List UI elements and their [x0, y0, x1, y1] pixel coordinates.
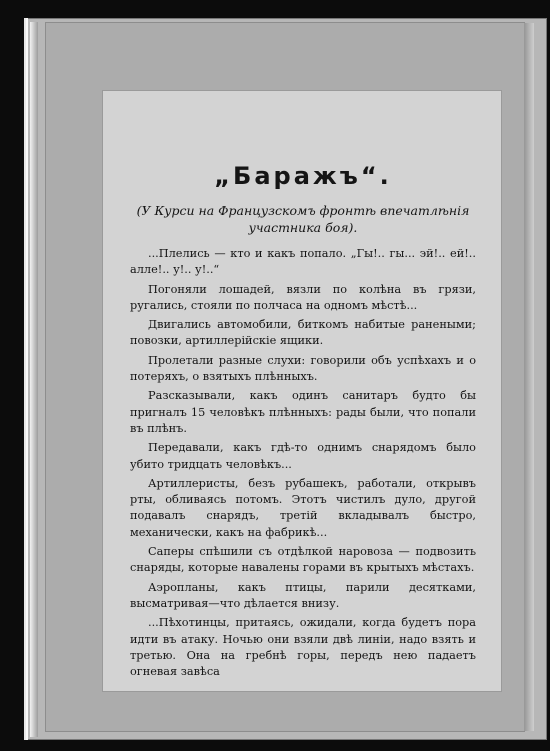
- paragraph-4: Пролетали разные слухи: говорили объ успѣхахъ и о потеряхъ, о взятыхъ плѣнныхъ.: [130, 353, 476, 384]
- board-edge-highlight: [26, 18, 28, 740]
- paragraph-7: Артиллеристы, безъ рубашекъ, работали, открывъ рты, обливаясь потомъ. Этотъ чистилъ дуло, другой подавалъ снарядъ, третій вкладывалъ быстро, механически, какъ на фабрикѣ...: [130, 476, 476, 539]
- paragraph-6: Передавали, какъ гдѣ-то однимъ снарядомъ было убито тридцать человѣкъ...: [130, 441, 476, 471]
- paragraph-5: Разсказывали, какъ одинъ санитаръ будто бы пригналъ 15 человѣкъ плѣнныхъ: рады были, что попали въ плѣнъ.: [130, 389, 476, 435]
- paragraph-8: Саперы спѣшили съ отдѣлкой наровоза — подвозить снаряды, которые навалены горами въ крытыхъ мѣстахъ.: [130, 545, 476, 575]
- paragraph-1: ...Плелись — кто и какъ попало. „Гы!.. гы... эй!.. ей!.. алле!.. у!.. у!..“: [130, 247, 476, 277]
- paragraph-10: ...Пѣхотинцы, притаясь, ожидали, когда будетъ пора идти въ атаку. Ночью они взяли двѣ линіи, надо взять и третью. Она на гребнѣ горы, передъ нею падаетъ огневая завѣса: [130, 616, 476, 679]
- page-binding-edge: [30, 22, 38, 737]
- article-subtitle: (У Курси на Французскомъ фронтѣ впечатлѣнія участника боя).: [136, 203, 470, 235]
- article-title: „Баражъ“.: [214, 162, 392, 190]
- paragraph-2: Погоняли лошадей, вязли по колѣна въ грязи, ругались, стояли по полчаса на одномъ мѣстѣ...: [130, 282, 476, 312]
- paragraph-3: Двигались автомобили, биткомъ набитые ранеными; повозки, артиллерійскіе ящики.: [130, 318, 476, 348]
- paragraph-9: Аэропланы, какъ птицы, парили десятками, высматривая—что дѣлается внизу.: [130, 580, 476, 610]
- article: [130, 160, 476, 683]
